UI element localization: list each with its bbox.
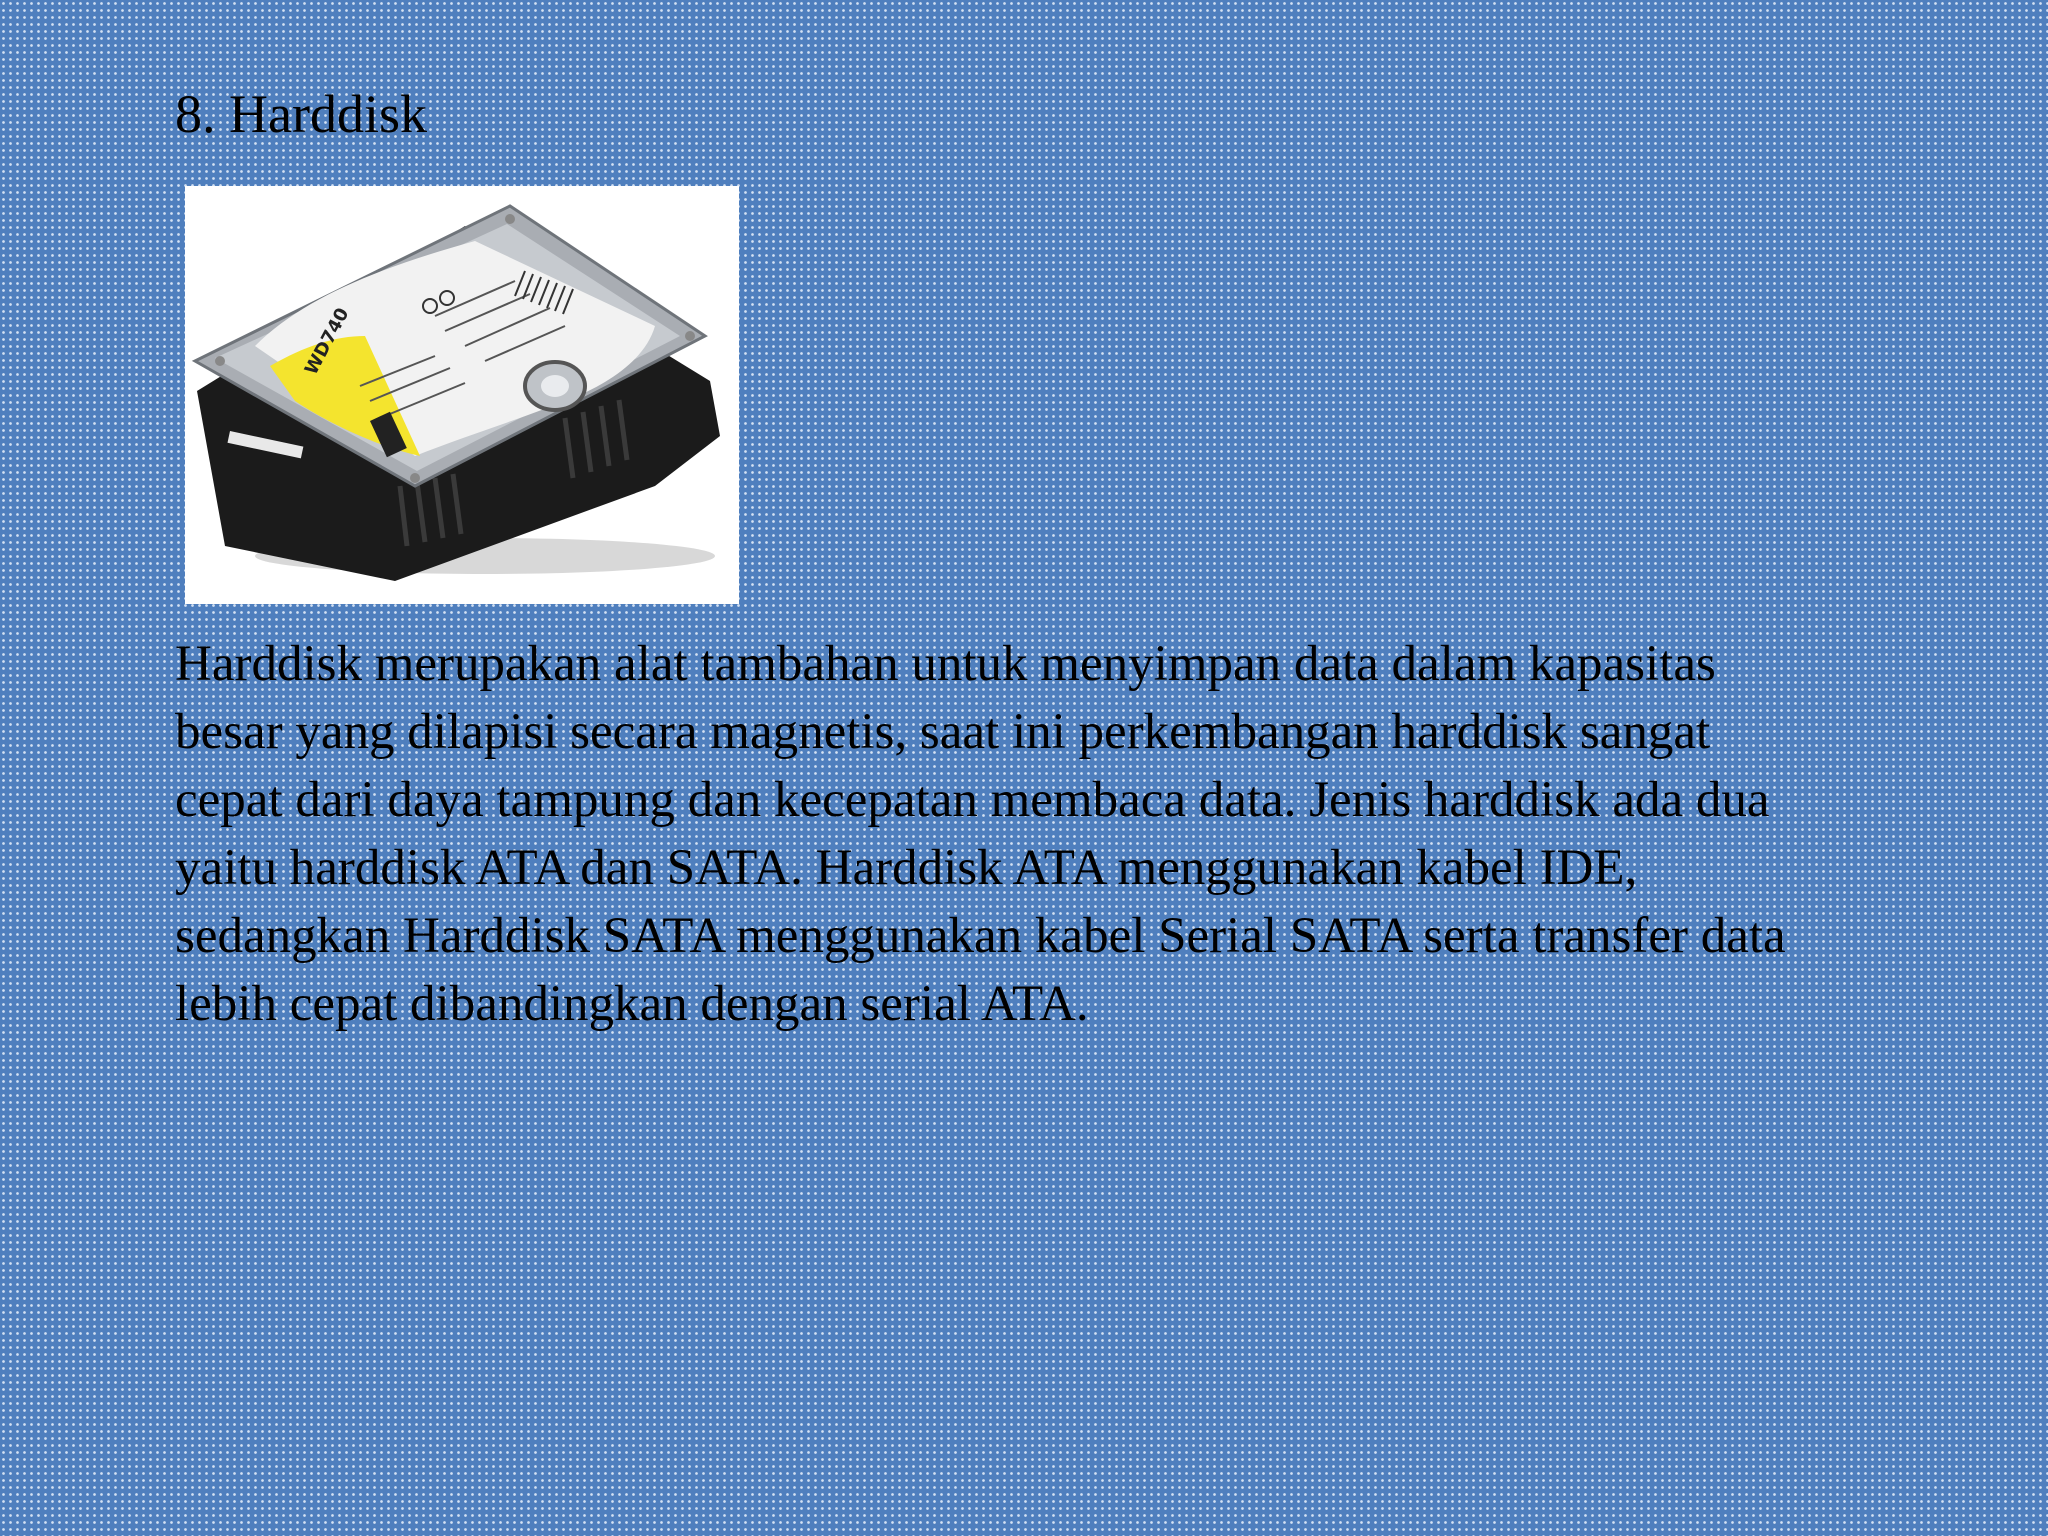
paragraph-line: besar yang dilapisi secara magnetis, saat ini perkembangan harddisk sangat [175, 704, 1711, 760]
paragraph-line: Harddisk merupakan alat tambahan untuk menyimpan data dalam kapasitas [175, 636, 1716, 692]
slide-title: 8. Harddisk [175, 84, 427, 144]
hard-disk-image [185, 186, 739, 604]
drive-model-text: WD740 [300, 304, 354, 379]
hard-disk-drive-icon [185, 186, 739, 604]
body-paragraph [175, 630, 2005, 1038]
paragraph-line: lebih cepat dibandingkan dengan serial ATA. [175, 976, 1089, 1032]
paragraph-line: cepat dari daya tampung dan kecepatan membaca data. Jenis harddisk ada dua [175, 772, 1770, 828]
paragraph-line: yaitu harddisk ATA dan SATA. Harddisk ATA menggunakan kabel IDE, [175, 840, 1638, 896]
paragraph-line: sedangkan Harddisk SATA menggunakan kabel Serial SATA serta transfer data [175, 908, 1786, 964]
